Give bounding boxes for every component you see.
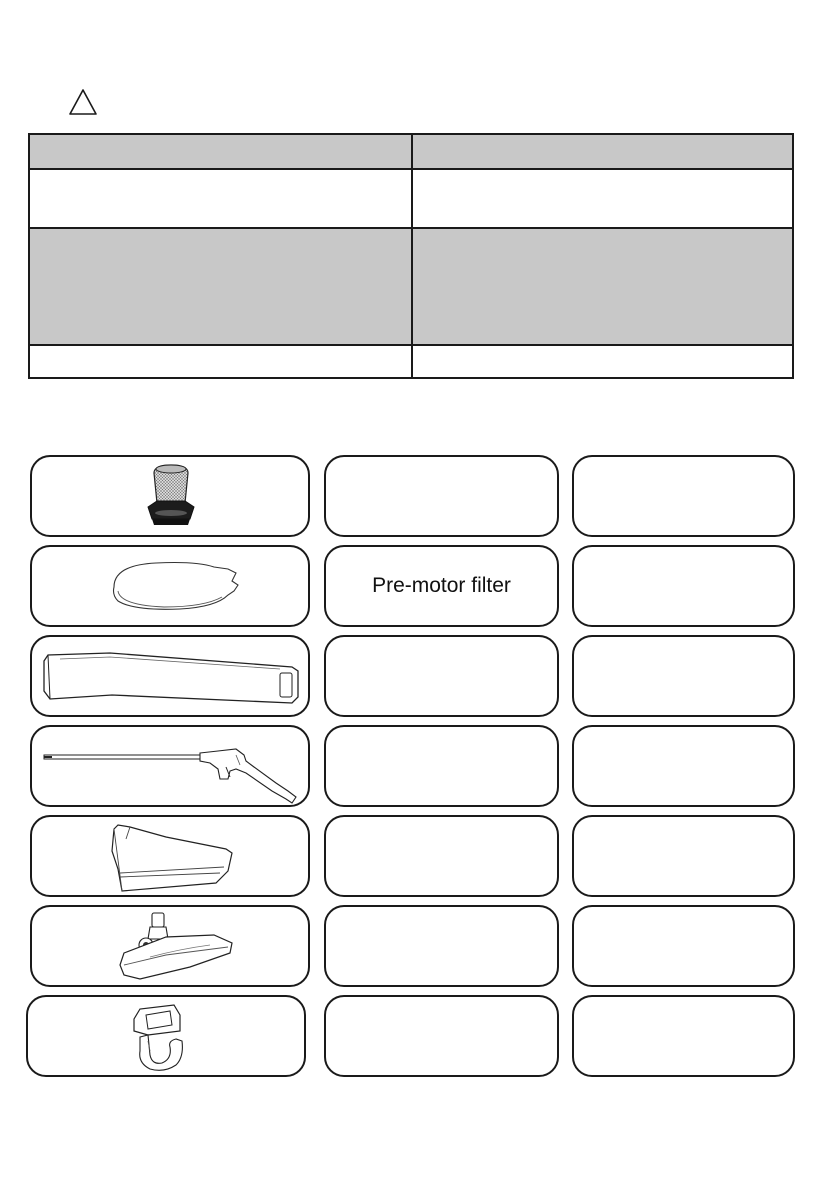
part-code-box [572,905,795,987]
part-code-box [572,995,795,1077]
part-name: Pre-motor filter [372,574,511,597]
dust-container-icon [106,821,242,895]
table-row [30,170,792,227]
part-code-box [572,635,795,717]
part-image-box [30,635,310,717]
table-row [30,346,792,377]
part-name-box [324,635,559,717]
part-code-box [572,455,795,537]
part-image-box [30,455,310,537]
part-name-box [324,725,559,807]
part-name-box [324,815,559,897]
part-image-box [30,905,310,987]
wall-bracket-icon [126,1001,196,1073]
floor-nozzle-icon [110,909,238,985]
extension-wand-icon [40,733,306,805]
table-column-divider [411,135,413,168]
table-row [30,229,792,344]
cup-filter-icon [140,461,202,531]
part-image-box [30,815,310,897]
part-image-box [26,995,306,1077]
part-name-box [324,455,559,537]
table-row [30,135,792,168]
spec-table [28,133,794,379]
part-name-box [324,545,559,627]
part-name-box [324,995,559,1077]
part-name-box [324,905,559,987]
table-column-divider [411,229,413,344]
warning-triangle-icon [68,88,98,116]
part-code-box [572,545,795,627]
part-image-box [30,545,310,627]
part-code-box [572,725,795,807]
part-code-box [572,815,795,897]
part-image-box [30,725,310,807]
crevice-tool-icon [40,647,302,709]
table-column-divider [411,170,413,227]
table-column-divider [411,346,413,377]
pre-motor-filter-icon [104,559,246,615]
